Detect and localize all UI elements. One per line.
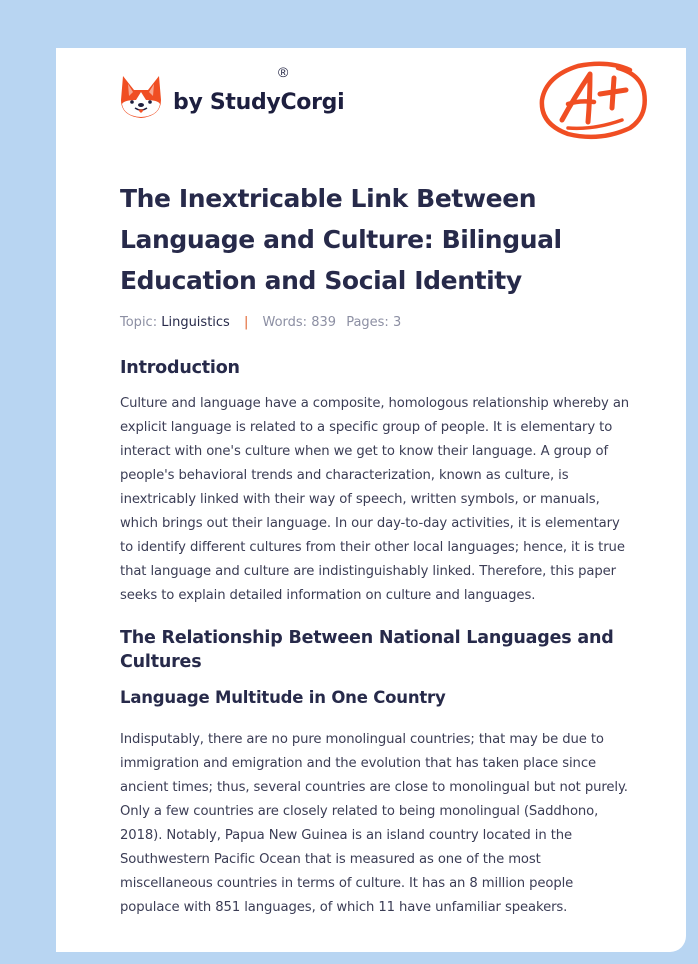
document-meta bbox=[120, 315, 630, 330]
logo-text: by StudyCorgi bbox=[173, 89, 345, 115]
a-plus-grade-icon bbox=[538, 58, 650, 142]
studycorgi-logo[interactable] bbox=[120, 74, 344, 120]
topic-link[interactable]: Linguistics bbox=[161, 315, 230, 330]
words-count: 839 bbox=[311, 315, 337, 330]
section-heading-introduction: Introduction bbox=[120, 358, 240, 378]
language-multitude-paragraph: Indisputably, there are no pure monolingual countries; that may be due to immigration and emigration and the evolution that has taken place since ancient times; thus, several countries are close to monolingual but not purely. Only a few countries are closely related to being monolingual (Saddhono, 2018). Notably, Papua New Guinea is an island country located in the Southwestern Pacific Ocean that is measured as one of the most miscellaneous countries in terms of culture. It has an 8 million people populace with 851 languages, of which 11 have unfamiliar speakers. bbox=[120, 732, 628, 915]
meta-separator: | bbox=[243, 315, 249, 330]
introduction-paragraph: Culture and language have a composite, homologous relationship whereby an explicit language is related to a specific group of people. It is elementary to interact with one's culture when we get to know their language. A group of people's behavioral trends and characterization, known as culture, is inextricably linked with their way of speech, written symbols, or manuals, which brings out their language. In our day-to-day activities, it is elementary to identify different cultures from their other local languages; hence, it is true that language and culture are indistinguishably linked. Therefore, this paper seeks to explain detailed information on culture and languages. bbox=[120, 396, 630, 603]
registered-mark: ® bbox=[278, 64, 289, 80]
document-content bbox=[120, 178, 630, 920]
pages-label: Pages: bbox=[346, 315, 389, 330]
pages-count: 3 bbox=[392, 315, 402, 330]
document-card bbox=[56, 48, 686, 952]
words-label: Words: bbox=[262, 315, 308, 330]
subheading-language-multitude: Language Multitude in One Country bbox=[120, 688, 446, 707]
corgi-icon bbox=[120, 74, 162, 120]
document-title: The Inextricable Link Between Language and Culture: Bilingual Education and Social Identity bbox=[120, 184, 562, 295]
topic-label: Topic: bbox=[120, 315, 158, 330]
section-heading-relationship: The Relationship Between National Languages and Cultures bbox=[120, 628, 614, 672]
